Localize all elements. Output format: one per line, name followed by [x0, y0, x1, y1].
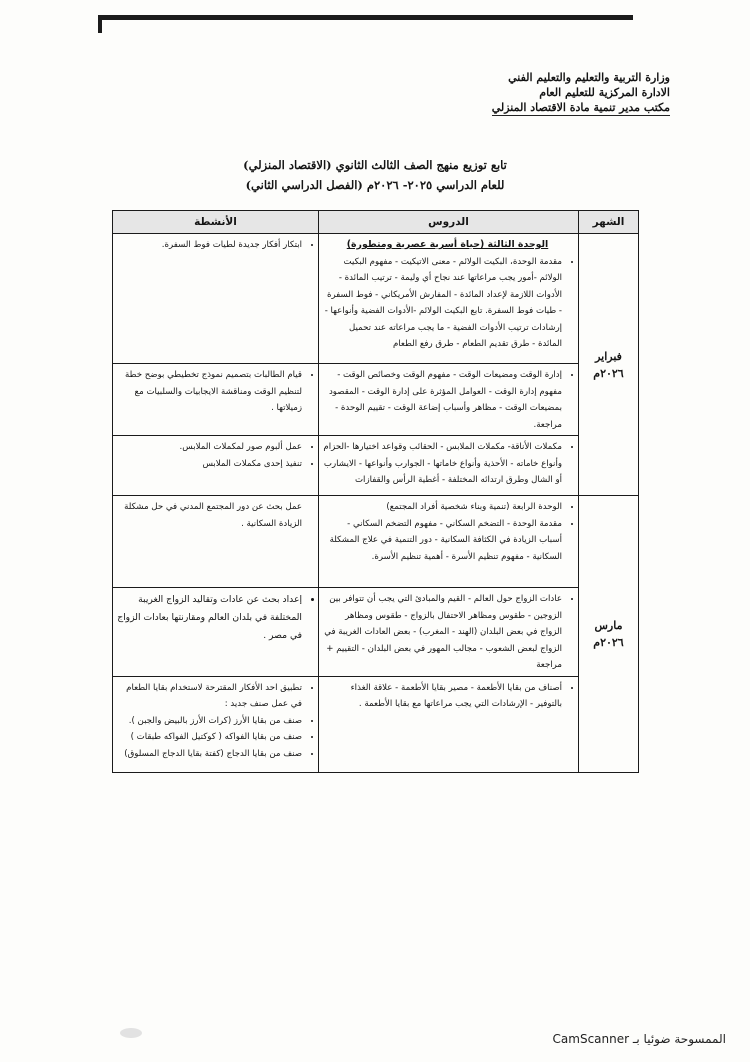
- lessons-cell: [319, 496, 579, 588]
- month-cell-mar: [579, 496, 639, 773]
- table-row: [113, 364, 639, 436]
- activity-item: • تنفيذ إحدى مكملات الملابس: [117, 456, 302, 473]
- activity-item: • صنف من بقايا الأرز (كرات الأرز بالبيض والجبن ).: [117, 713, 302, 730]
- lessons-cell: [319, 234, 579, 364]
- table-row: [113, 676, 639, 772]
- activity-item: • تطبيق احد الأفكار المقترحة لاستخدام بقايا الطعام في عمل صنف جديد :: [117, 680, 302, 713]
- activities-cell: [113, 588, 319, 677]
- activity-item: • صنف من بقايا الدجاج (كفتة بقايا الدجاج المسلوق): [117, 746, 302, 763]
- month-label: مارس ٢٠٢٦م: [593, 618, 624, 649]
- lesson-item: • مكملات الأناقة- مكملات الملابس - الحقائب وقواعد اختيارها -الحزام وأنواع خاماته - الأحذية وأنواع خاماتها - الجوارب وأنواعها - الايشارب أو الشال وطرق ارتدائه المختلفة - أغطية الرأس والقفازات: [323, 439, 562, 489]
- lessons-cell: [319, 676, 579, 772]
- document-subtitle: للعام الدراسي ٢٠٢٥- ٢٠٢٦م (الفصل الدراسي الثاني): [245, 178, 505, 192]
- ministry-header: [492, 70, 670, 116]
- lesson-item: • عادات الزواج حول العالم - القيم والمبادئ التي يجب أن تتوافر بين الزوجين - طقوس ومظاهر الاحتفال بالزواج - طقوس ومظاهر الزواج في بعض البلدان (الهند - المغرب) - بعض العادات الغريبة في الزواج لبعض الشعوب - مجالب المهور في بعض البلدان - التقييم + مراجعة: [323, 591, 562, 674]
- table-row: [113, 496, 639, 588]
- table-row: [113, 436, 639, 496]
- month-label: فبراير ٢٠٢٦م: [593, 349, 624, 380]
- lesson-item: • الوحدة الرابعة (تنمية وبناء شخصية أفراد المجتمع): [323, 499, 562, 516]
- lessons-header: الدروس: [319, 211, 579, 234]
- activities-cell: [113, 234, 319, 364]
- lesson-item: • مقدمة الوحدة - التضخم السكاني - مفهوم التضخم السكاني - أسباب الزيادة في الكثافة السكانية - دور التنمية في علاج المشكلة السكانية - مفهوم تنظيم الأسرة - أهمية تنظيم الأسرة.: [323, 516, 562, 566]
- activity-item: عمل بحث عن دور المجتمع المدني في حل مشكلة الزيادة السكانية .: [124, 502, 302, 529]
- office-name: مكتب مدير تنمية مادة الاقتصاد المنزلي: [491, 101, 670, 114]
- activity-item: • إعداد بحث عن عادات وتقاليد الزواج الغريبة المختلفة في بلدان العالم ومقارنتها بعادات الزواج في مصر .: [117, 591, 302, 645]
- month-cell-feb: [579, 234, 639, 496]
- document-title: تابع توزيع منهج الصف الثالث الثانوي (الاقتصاد المنزلي): [243, 158, 507, 172]
- table-row: [113, 234, 639, 364]
- scanner-watermark: الممسوحة ضوئيا بـ CamScanner: [552, 1032, 726, 1046]
- lesson-item: • إدارة الوقت ومضيعات الوقت - مفهوم الوقت وخصائص الوقت - مفهوم إدارة الوقت - العوامل المؤثرة على إدارة الوقت - المقصود بمضيعات الوقت - مظاهر وأسباب إضاعة الوقت - تقييم الوحدة - مراجعة.: [323, 367, 562, 433]
- lesson-item: • مقدمة الوحدة، البكيت الولائم - معنى الاتيكيت - مفهوم البكيت الولائم -أمور يجب مراعاتها عند نجاح أي وليمة - ترتيب المائدة - الأدوات اللازمة لإعداد المائدة - المفارش الأمريكاني - فوط السفرة - طيات فوط السفرة. تابع البكيت الولائم -الأدوات الفضية وأنواعها - إرشادات ترتيب الأدوات الفضية - ما يجب مراعاته عند تحميل المائدة - طرق تقديم الطعام - طرق رفع الطعام: [323, 254, 562, 353]
- activities-cell: [113, 496, 319, 588]
- activity-item: • ابتكار أفكار جديدة لطيات فوط السفرة.: [117, 237, 302, 254]
- lessons-cell: [319, 364, 579, 436]
- table-header-row: [113, 211, 639, 234]
- scan-speck: [120, 1028, 142, 1038]
- lessons-cell: [319, 588, 579, 677]
- scan-edge-left: [98, 15, 102, 33]
- activities-cell: [113, 676, 319, 772]
- activity-item: • صنف من بقايا الفواكه ( كوكتيل الفواكه طبقات ): [117, 729, 302, 746]
- activity-item: • عمل ألبوم صور لمكملات الملابس.: [117, 439, 302, 456]
- lesson-item: • أصناف من بقايا الأطعمة - مصير بقايا الأطعمة - علاقة الغذاء بالتوفير - الإرشادات التي يجب مراعاتها مع بقايا الأطعمة .: [323, 680, 562, 713]
- activity-item: • قيام الطالبات بتصميم نموذج تخطيطي بوضح خطة لتنظيم الوقت ومناقشة الايجابيات والسلبيات مع زميلاتها .: [117, 367, 302, 417]
- scan-edge-top: [98, 15, 633, 20]
- unit-title: الوحدة الثالثة (حياة أسرية عصرية ومتطورة): [346, 239, 549, 250]
- lessons-cell: [319, 436, 579, 496]
- central-admin: الادارة المركزية للتعليم العام: [539, 86, 670, 99]
- activities-header: الأنشطة: [113, 211, 319, 234]
- activities-cell: [113, 364, 319, 436]
- table-row: [113, 588, 639, 677]
- curriculum-table: [112, 210, 639, 773]
- activities-cell: [113, 436, 319, 496]
- month-header: الشهر: [579, 211, 639, 234]
- ministry-name: وزارة التربية والتعليم والتعليم الفني: [508, 71, 670, 84]
